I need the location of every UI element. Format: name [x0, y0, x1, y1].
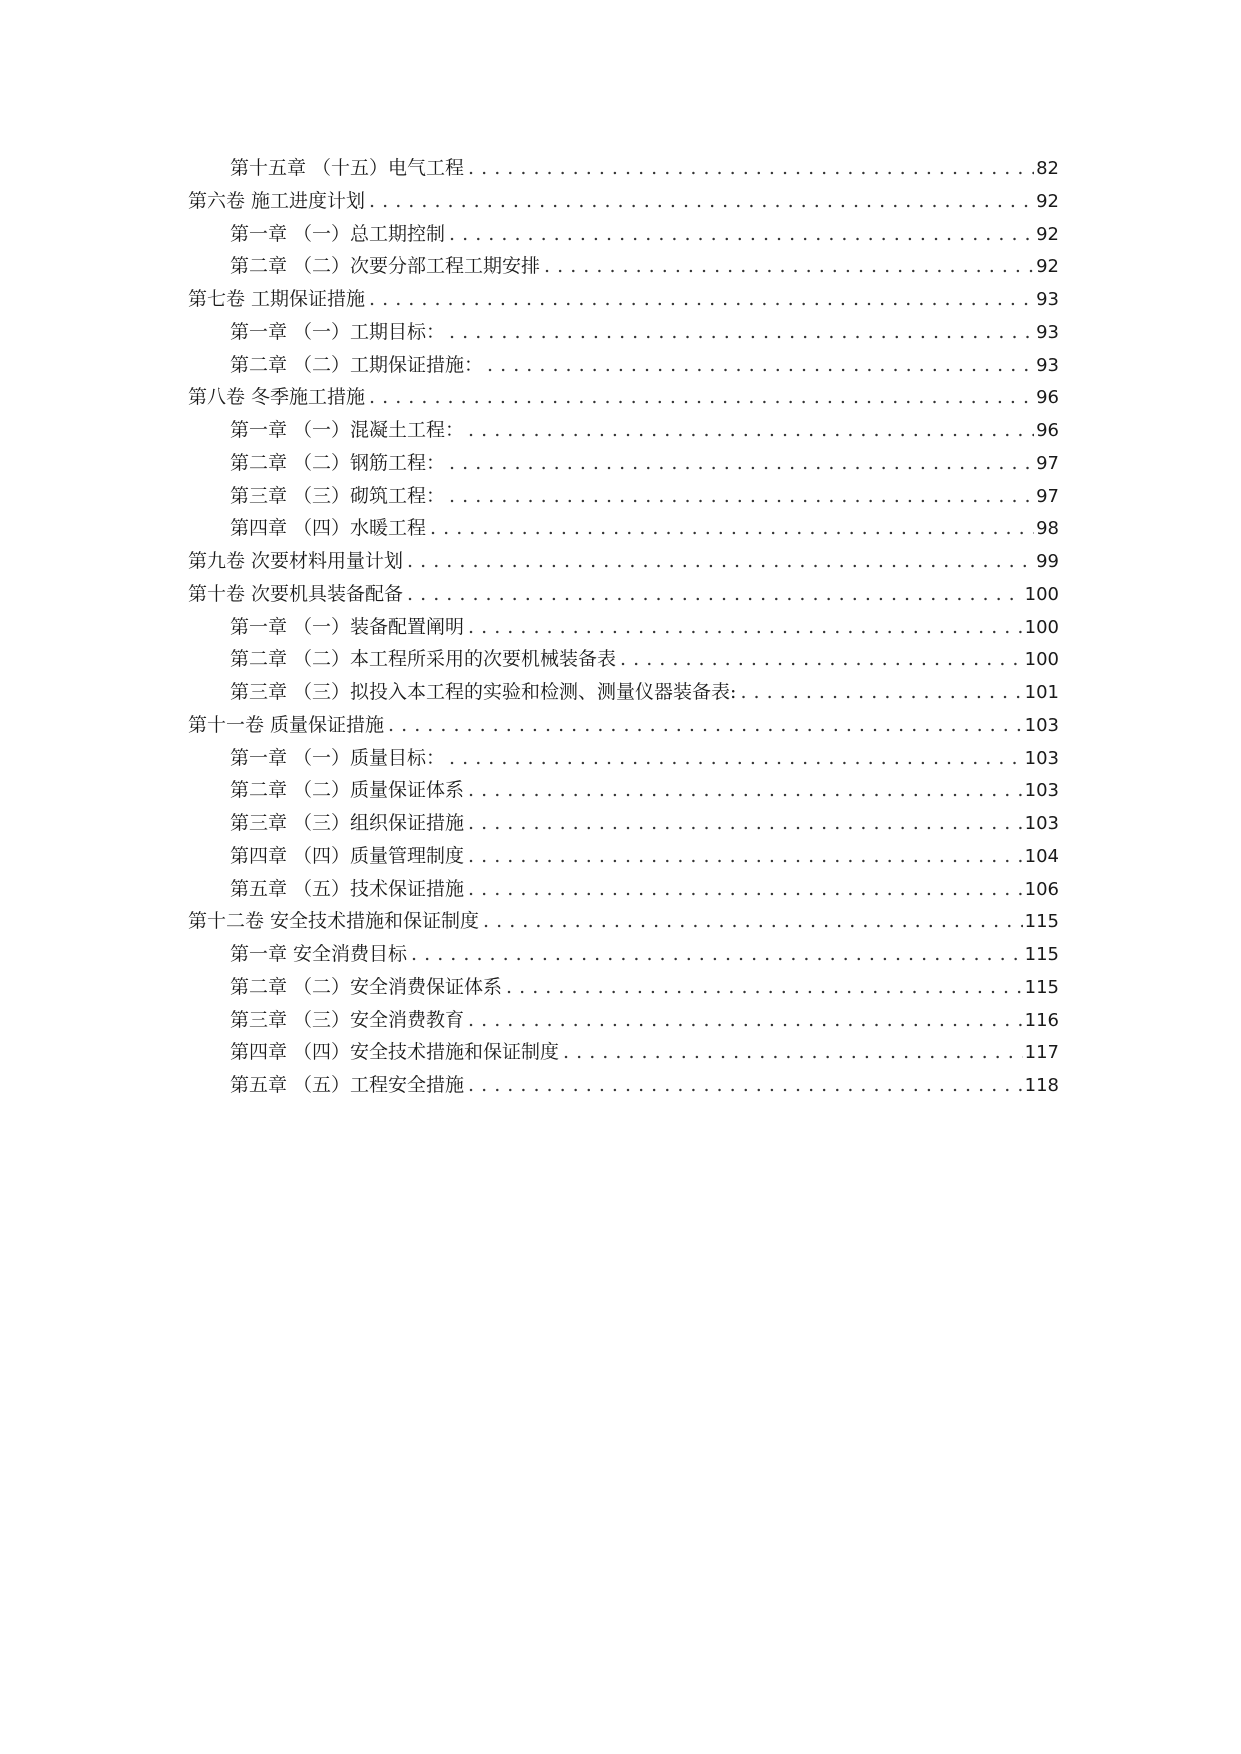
toc-entry[interactable] [188, 742, 1059, 775]
toc-entry-title: 第一章 （一）质量目标： [230, 746, 446, 769]
toc-entry-page-number: 100 [1024, 616, 1059, 638]
toc-entry[interactable] [188, 611, 1059, 644]
toc-entry[interactable] [188, 218, 1059, 251]
toc-entry[interactable] [188, 447, 1059, 480]
toc-entry[interactable] [188, 1036, 1059, 1069]
table-of-contents [188, 152, 1059, 1102]
toc-dot-leader [468, 873, 1023, 906]
toc-entry[interactable] [188, 1069, 1059, 1102]
toc-entry[interactable] [188, 381, 1059, 414]
toc-entry[interactable] [188, 545, 1059, 578]
toc-entry[interactable] [188, 512, 1059, 545]
toc-dot-leader [369, 185, 1034, 218]
toc-entry[interactable] [188, 283, 1059, 316]
toc-entry-page-number: 96 [1036, 420, 1059, 441]
toc-entry-page-number: 103 [1024, 747, 1059, 769]
toc-entry-page-number: 106 [1024, 878, 1059, 900]
toc-entry-title: 第二章 （二）质量保证体系 [230, 779, 465, 802]
toc-dot-leader [449, 218, 1034, 251]
toc-entry[interactable] [188, 643, 1059, 676]
toc-dot-leader [449, 742, 1023, 775]
toc-dot-leader [468, 414, 1034, 447]
toc-entry-page-number: 115 [1024, 944, 1059, 965]
toc-entry-page-number: 115 [1024, 976, 1059, 998]
toc-entry[interactable] [188, 250, 1059, 283]
toc-dot-leader [407, 578, 1023, 611]
toc-entry-page-number: 100 [1024, 649, 1059, 671]
toc-entry-title: 第十二卷 安全技术措施和保证制度 [188, 910, 480, 933]
toc-entry-page-number: 82 [1036, 158, 1059, 179]
toc-dot-leader [430, 512, 1034, 545]
toc-entry[interactable] [188, 185, 1059, 218]
toc-entry[interactable] [188, 152, 1059, 185]
toc-entry-title: 第十一卷 质量保证措施 [188, 713, 385, 736]
toc-entry-page-number: 93 [1036, 289, 1059, 310]
toc-dot-leader [468, 774, 1023, 807]
toc-entry-page-number: 96 [1036, 387, 1059, 409]
toc-entry[interactable] [188, 938, 1059, 971]
toc-dot-leader [369, 381, 1034, 414]
toc-entry-title: 第十五章 （十五）电气工程 [230, 157, 465, 179]
toc-entry-title: 第四章 （四）安全技术措施和保证制度 [230, 1041, 560, 1064]
toc-dot-leader [468, 611, 1023, 644]
toc-dot-leader [544, 250, 1034, 283]
toc-dot-leader [487, 349, 1034, 382]
toc-entry-title: 第十卷 次要机具装备配备 [188, 582, 404, 605]
toc-entry-title: 第五章 （五）技术保证措施 [230, 877, 465, 900]
toc-entry-page-number: 93 [1036, 354, 1059, 376]
toc-dot-leader [468, 807, 1023, 840]
toc-entry-title: 第二章 （二）次要分部工程工期安排 [230, 255, 541, 278]
toc-entry-title: 第五章 （五）工程安全措施 [230, 1074, 465, 1096]
toc-dot-leader [468, 840, 1023, 873]
toc-dot-leader [506, 971, 1023, 1004]
toc-entry-title: 第二章 （二）本工程所采用的次要机械装备表 [230, 648, 617, 671]
toc-entry-title: 第三章 （三）组织保证措施 [230, 812, 465, 834]
toc-dot-leader [449, 316, 1034, 349]
toc-entry[interactable] [188, 480, 1059, 513]
toc-entry[interactable] [188, 349, 1059, 382]
toc-entry-page-number: 100 [1024, 583, 1059, 605]
toc-entry-page-number: 116 [1024, 1009, 1059, 1031]
toc-dot-leader [468, 1004, 1023, 1037]
toc-entry-page-number: 93 [1036, 321, 1059, 343]
toc-entry-title: 第一章 （一）工期目标： [230, 320, 446, 343]
toc-dot-leader [411, 938, 1023, 971]
toc-entry-title: 第一章 安全消费目标 [230, 943, 408, 965]
toc-entry-page-number: 103 [1024, 714, 1059, 736]
toc-entry[interactable] [188, 316, 1059, 349]
toc-entry-page-number: 92 [1036, 190, 1059, 212]
toc-entry-page-number: 103 [1024, 780, 1059, 802]
toc-entry-page-number: 92 [1036, 256, 1059, 278]
toc-dot-leader [468, 152, 1034, 185]
toc-entry-title: 第四章 （四）质量管理制度 [230, 844, 465, 867]
toc-entry[interactable] [188, 873, 1059, 906]
toc-dot-leader [388, 709, 1023, 742]
toc-entry[interactable] [188, 971, 1059, 1004]
toc-dot-leader [620, 643, 1023, 676]
toc-entry-page-number: 117 [1024, 1042, 1059, 1064]
toc-entry-page-number: 97 [1036, 485, 1059, 507]
toc-dot-leader [740, 676, 1022, 709]
toc-entry-title: 第二章 （二）钢筋工程： [230, 451, 446, 474]
toc-dot-leader [449, 447, 1034, 480]
toc-entry-title: 第三章 （三）安全消费教育 [230, 1008, 465, 1031]
toc-entry-title: 第二章 （二）工期保证措施： [230, 353, 484, 376]
toc-entry[interactable] [188, 840, 1059, 873]
toc-dot-leader [483, 905, 1023, 938]
toc-entry-title: 第八卷 冬季施工措施 [188, 386, 366, 409]
toc-dot-leader [369, 283, 1034, 316]
toc-entry-page-number: 118 [1024, 1075, 1059, 1096]
toc-entry-title: 第四章 （四）水暖工程 [230, 517, 427, 540]
toc-entry-page-number: 97 [1036, 452, 1059, 474]
toc-entry-title: 第一章 （一）总工期控制 [230, 222, 446, 245]
toc-entry[interactable] [188, 1004, 1059, 1037]
toc-entry-page-number: 99 [1036, 551, 1059, 572]
toc-entry[interactable] [188, 807, 1059, 840]
toc-entry-title: 第六卷 施工进度计划 [188, 189, 366, 212]
toc-entry-title: 第三章 （三）砌筑工程： [230, 484, 446, 507]
toc-entry-title: 第九卷 次要材料用量计划 [188, 550, 404, 572]
toc-dot-leader [468, 1069, 1023, 1102]
toc-entry[interactable] [188, 676, 1059, 709]
toc-entry-title: 第一章 （一）混凝土工程： [230, 419, 465, 441]
toc-entry-page-number: 101 [1024, 682, 1059, 703]
toc-entry[interactable] [188, 414, 1059, 447]
toc-entry-title: 第一章 （一）装备配置阐明 [230, 615, 465, 638]
toc-dot-leader [407, 545, 1034, 578]
toc-entry-page-number: 104 [1024, 845, 1059, 867]
toc-entry-title: 第七卷 工期保证措施 [188, 288, 366, 310]
toc-entry[interactable] [188, 578, 1059, 611]
toc-entry[interactable] [188, 774, 1059, 807]
toc-entry[interactable] [188, 709, 1059, 742]
toc-dot-leader [563, 1036, 1023, 1069]
toc-entry-page-number: 103 [1024, 813, 1059, 834]
toc-dot-leader [449, 480, 1034, 513]
toc-entry-page-number: 115 [1024, 911, 1059, 933]
toc-entry-title: 第三章 （三）拟投入本工程的实验和检测、测量仪器装备表: [230, 681, 737, 703]
toc-entry-title: 第二章 （二）安全消费保证体系 [230, 975, 503, 998]
toc-entry-page-number: 98 [1036, 518, 1059, 540]
toc-entry-page-number: 92 [1036, 223, 1059, 245]
toc-entry[interactable] [188, 905, 1059, 938]
